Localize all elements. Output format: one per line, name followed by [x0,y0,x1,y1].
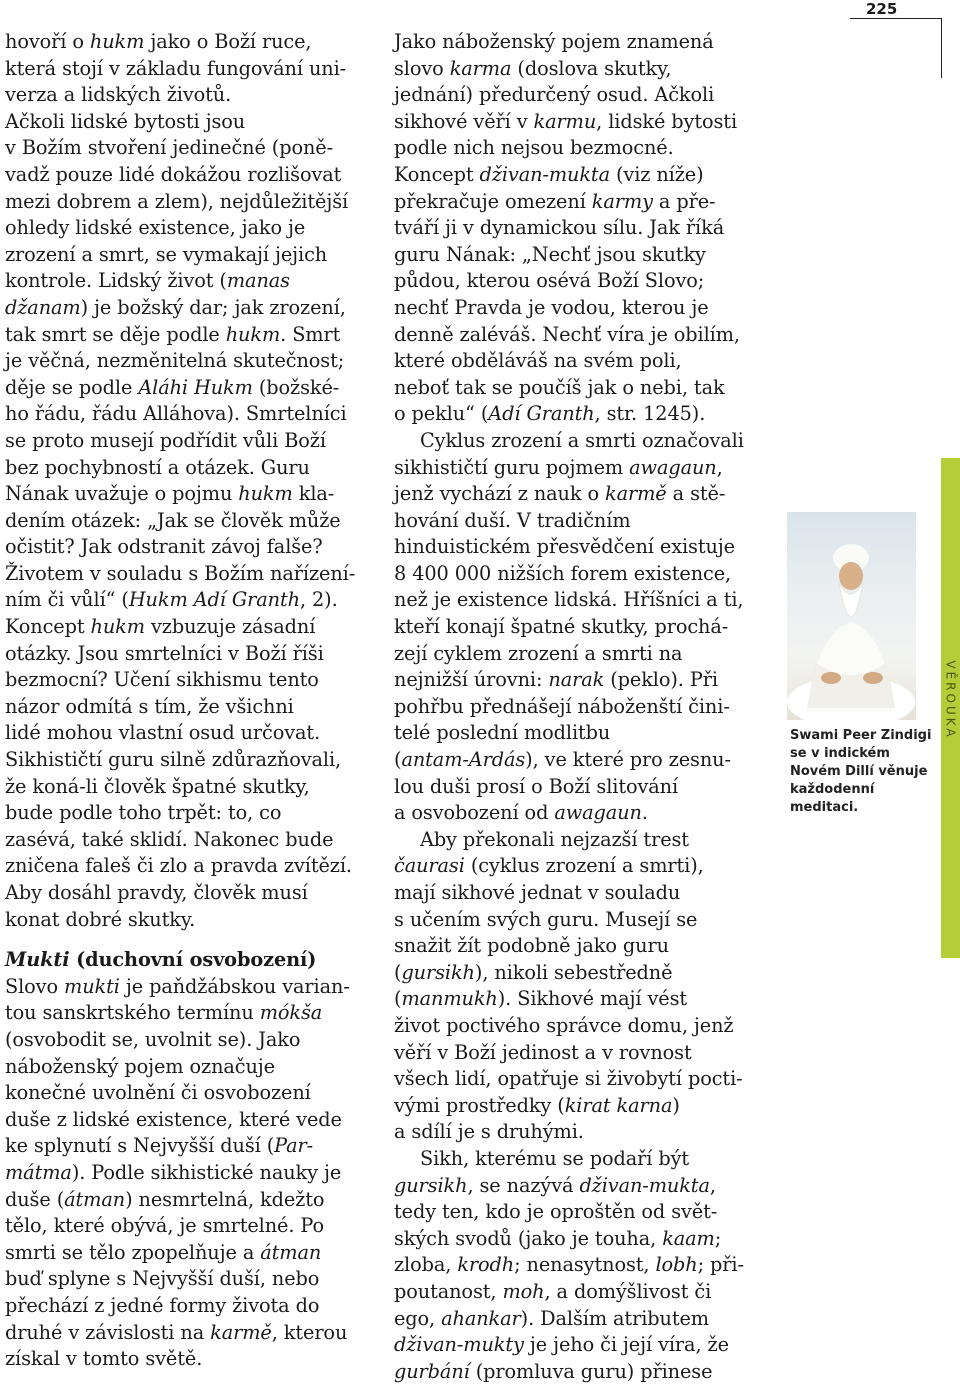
text-line [394,428,774,455]
text-run: ke splynutí s Nejvyšší duší ( [5,1134,275,1158]
italic-term: Adí Granth [488,402,595,426]
text-line [5,56,377,83]
italic-term: awagaun [554,801,642,825]
text-run: půdou, kterou osévá Boží Slovo; [394,269,705,293]
text-line [5,1320,377,1347]
text-run: , kterou [271,1320,348,1344]
text-run: Jako náboženský pojem znamená [394,30,714,53]
mukti-section [5,974,377,1373]
text-run: hování duší. V tradičním [394,508,631,532]
italic-term: dživan-mukty [394,1333,524,1357]
text-line [394,322,774,349]
text-line [5,587,377,614]
text-line [394,242,774,269]
text-line [5,1160,377,1187]
text-run: (duchovní osvobození) [69,948,317,972]
caption-line: každodenní [790,782,875,797]
text-line [394,800,774,827]
text-line [5,189,377,216]
italic-term: Aláhi Hukm [138,375,253,399]
italic-term: átman [260,1240,322,1264]
text-run: ( [394,987,402,1011]
text-run: Cyklus zrození a smrti označovali [420,428,744,452]
text-run: a stě- [666,482,726,506]
text-run: zničena faleš či zlo a pravda zvítězí. [5,854,352,878]
side-tab-label-wrap [941,640,960,760]
text-line [5,1213,377,1240]
text-run: věří v Boží jedinost a v rovnost [394,1040,692,1064]
text-run: . Smrt [280,322,341,346]
text-run: děje se podle [5,375,139,399]
text-run: ) [672,1093,680,1117]
text-line [394,1146,774,1173]
text-run: (viz níže) [609,162,704,186]
text-line [5,827,377,854]
text-run: jednání) předurčený osud. Ačkoli [394,83,715,107]
text-run: , str. 1245). [594,402,706,426]
text-run: podle nich nejsou bezmocné. [394,136,674,160]
text-run: ego, [394,1306,442,1330]
text-run: hinduistickém přesvědčení existuje [394,535,735,559]
text-line [5,694,377,721]
text-run: názor odmítá s tím, že všichni [5,694,294,718]
text-line [5,135,377,162]
italic-term: mókša [259,1001,323,1025]
text-line [5,375,377,402]
text-run: slovo [394,56,450,80]
text-run: ). Sikhové mají vést [497,987,688,1011]
text-run: a sdílí je s druhými. [394,1120,584,1144]
text-run: , se nazývá [467,1173,580,1197]
text-line [394,401,774,428]
text-run: verza a lidských životů. [5,83,232,107]
text-run: snažit žít podobně jako guru [394,934,669,958]
text-run: vadž pouze lidé dokážou rozlišovat [5,162,342,186]
text-line [5,295,377,322]
text-line [5,1266,377,1293]
caption-line: se v indickém [790,746,890,761]
text-line [5,907,377,934]
page-number: 225 [866,0,898,18]
text-run: kteří konají špatné skutky, prochá- [394,615,729,639]
text-line [394,747,774,774]
italic-term: karma [449,56,512,80]
text-run: ských svodů (jako je touha, [394,1226,663,1250]
text-line [394,534,774,561]
italic-term: kirat karna [564,1093,673,1117]
text-line [394,508,774,535]
text-run: bude podle toho trpět: to, co [5,801,282,825]
text-line [5,614,377,641]
text-line [5,322,377,349]
text-run: s učením svých guru. Musejí se [394,907,698,931]
text-line [394,986,774,1013]
text-run: , 2). [299,588,338,612]
text-run: kontrole. Lidský život ( [5,269,227,293]
meditating-figure-illustration [787,512,916,720]
text-line [394,295,774,322]
corner-rule-horizontal [850,18,942,19]
text-line [394,481,774,508]
text-run: zejí cyklem zrození a smrti na [394,641,683,665]
italic-term: lobh [655,1253,698,1277]
text-line [394,960,774,987]
caption-line: Novém Dillí věnuje [790,764,928,779]
italic-term: hukm [225,322,281,346]
text-run: ), nikoli sebestředně [474,960,673,984]
italic-term: hukm [90,615,145,639]
text-run: že koná-li člověk špatné skutky, [5,774,310,798]
text-line [5,1240,377,1267]
side-tab-label: VĚROUKA [943,660,958,740]
text-line [5,974,377,1001]
text-line [394,1173,774,1200]
italic-term: hukm [89,30,145,53]
text-run: v Božím stvoření jedinečné (poně- [5,136,334,160]
text-line [394,268,774,295]
text-run: (osvobodit se, uvolnit se). Jako [5,1027,301,1051]
text-run: telé poslední modlitbu [394,721,611,745]
text-line [394,215,774,242]
italic-term: dživan-mukta [479,162,610,186]
text-run: , [716,455,723,479]
text-line [5,1346,377,1373]
text-run: náboženský pojem označuje [5,1054,275,1078]
italic-term: mukti [64,974,120,998]
text-run: guru Nának: „Nechť jsou skutky [394,242,706,266]
text-line [394,1199,774,1226]
text-run: poutanost, [394,1279,503,1303]
text-run: jenž vychází z nauk o [394,482,606,506]
text-run: pohřbu přednášejí náboženští čini- [394,694,730,718]
text-run: ) je božský dar; jak zrození, [80,295,346,319]
text-run: Koncept [5,615,91,639]
text-line [5,348,377,375]
italic-term: gursikh [401,960,475,984]
text-run: je věčná, nezměnitelná skutečnost; [5,349,345,373]
text-run: , a domýšlivost či [544,1279,712,1303]
text-run: nejnižší úrovni: [394,668,549,692]
text-line [5,215,377,242]
text-line [394,1040,774,1067]
section-gap [5,933,377,947]
text-run: buď splyne s Nejvyšší duší, nebo [5,1267,320,1291]
text-line [394,1359,774,1386]
text-line [5,1080,377,1107]
italic-term: hukm [238,482,293,506]
text-line [5,508,377,535]
text-line [5,667,377,694]
text-run: kla- [292,482,335,506]
text-line [5,880,377,907]
text-run: které obděláváš na svém poli, [394,349,682,373]
text-line [394,720,774,747]
italic-term: Mukti [5,948,70,972]
photo-caption [790,727,932,817]
text-line [5,720,377,747]
text-run: duše z lidské existence, které vede [5,1107,342,1131]
text-line [394,1013,774,1040]
text-run: všech lidí, opatřuje si živobytí pocti- [394,1067,743,1091]
text-run: překračuje omezení [394,189,592,213]
text-line [5,242,377,269]
text-run: dením otázek: „Jak se člověk může [5,508,341,532]
text-line [5,481,377,508]
text-line [394,162,774,189]
text-line [394,29,774,56]
text-line [394,694,774,721]
text-run: (promluva guru) přinese [469,1359,713,1383]
text-line [394,375,774,402]
italic-term: moh [502,1279,545,1303]
text-line [394,1093,774,1120]
text-run: hovoří o [5,30,90,53]
italic-term: gursikh [394,1173,468,1197]
text-line [5,1054,377,1081]
caption-line: meditaci. [790,800,859,815]
text-line [394,82,774,109]
text-run: lou duši prosí o Boží slitování [394,774,679,798]
text-run: zrození a smrt, se vymakají jejich [5,242,328,266]
italic-term: krodh [457,1253,515,1277]
text-line [394,56,774,83]
text-run: než je existence lidská. Hříšníci a ti, [394,588,744,612]
text-line [5,109,377,136]
hukm-section [5,29,377,933]
italic-term: gurbání [394,1359,470,1383]
text-column-left [5,29,377,1373]
text-run: neboť tak se poučíš jak o nebi, tak [394,375,725,399]
text-run: Koncept [394,162,480,186]
text-run: sikhové věří v [394,109,534,133]
text-line [5,1027,377,1054]
text-run: konat dobré skutky. [5,907,196,931]
text-line [5,853,377,880]
corner-rule-vertical [941,18,942,78]
text-run: ohledy lidské existence, jako je [5,216,306,240]
text-run: Nának uvažuje o pojmu [5,482,239,506]
text-run: (božské- [252,375,340,399]
text-line [394,907,774,934]
text-run: druhé v závislosti na [5,1320,211,1344]
text-line [394,1332,774,1359]
text-line [5,268,377,295]
text-line [5,162,377,189]
text-run: . [641,801,648,825]
text-line [394,455,774,482]
text-run: jako o Boží ruce, [144,30,312,53]
text-line [394,641,774,668]
text-run: duše ( [5,1187,65,1211]
text-line [5,800,377,827]
italic-term: dživan-mukta [579,1173,710,1197]
text-run: zasévá, také sklidí. Nakonec bude [5,827,334,851]
text-run: ). Podle sikhistické nauky je [71,1160,342,1184]
italic-term: átman [64,1187,126,1211]
text-line [394,1306,774,1333]
text-run: získal v tomto světě. [5,1347,203,1371]
text-line [5,561,377,588]
text-run: ním či vůlí“ ( [5,588,129,612]
text-run: ho řádu, řádu Alláhova). Smrtelníci [5,402,347,426]
text-line [394,853,774,880]
text-line [394,109,774,136]
text-line [394,1252,774,1279]
text-run: vými prostředky ( [394,1093,565,1117]
text-run: vzbuzuje zásadní [144,615,316,639]
italic-term: karmě [210,1320,272,1344]
text-run: ) nesmrtelná, kdežto [125,1187,325,1211]
mukti-heading [5,947,377,974]
text-line [394,348,774,375]
text-line [5,401,377,428]
text-line [394,561,774,588]
italic-term: awagaun [629,455,717,479]
text-line [5,455,377,482]
text-line [5,747,377,774]
text-run: tedy ten, kdo je oproštěn od svět- [394,1200,718,1224]
text-line [394,1066,774,1093]
text-run: (doslova skutky, [511,56,672,80]
text-run: Slovo [5,974,65,998]
photo-swami [787,512,916,720]
text-run: o peklu“ ( [394,402,489,426]
italic-term: karmy [591,189,653,213]
text-run: 8 400 000 nižších forem existence, [394,561,732,585]
text-run: (peklo). Při [604,668,718,692]
italic-term: džanam [5,295,81,319]
italic-term: Par- [274,1134,314,1158]
italic-term: karmu [533,109,597,133]
text-line [394,1226,774,1253]
text-run: ( [394,748,402,772]
text-run: Životem v souladu s Božím nařízení- [5,561,356,585]
text-run: tou sanskrtského termínu [5,1001,260,1025]
text-run: sikhističtí guru pojmem [394,455,630,479]
text-run: ; [714,1226,722,1250]
text-line [394,1119,774,1146]
text-run: ; při- [697,1253,744,1277]
text-line [5,774,377,801]
italic-term: kaam [662,1226,715,1250]
text-run: , [709,1173,716,1197]
text-line [5,82,377,109]
text-run: konečné uvolnění či osvobození [5,1081,311,1105]
text-line [5,29,377,56]
text-line [394,135,774,162]
text-run: denně zaléváš. Nechť víra je obilím, [394,322,740,346]
italic-term: karmě [605,482,667,506]
italic-term: manas [226,269,290,293]
text-line [5,641,377,668]
text-run: ( [394,960,402,984]
text-line [5,428,377,455]
text-run: bezmocní? Učení sikhismu tento [5,668,319,692]
text-run: tváří ji v dynamickou sílu. Jak říká [394,216,725,240]
text-run: život poctivého správce domu, jenž [394,1013,734,1037]
text-run: mezi dobrem a zlem), nejdůležitější [5,189,349,213]
text-run: (cyklus zrození a smrti), [464,854,704,878]
text-run: smrti se tělo zpopelňuje a [5,1240,261,1264]
italic-term: mátma [5,1160,72,1184]
caption-line: Swami Peer Zindigi [790,728,932,743]
text-line [394,587,774,614]
text-line [5,1293,377,1320]
text-run: která stojí v základu fungování uni- [5,56,347,80]
text-run: Ačkoli lidské bytosti jsou [5,109,246,133]
text-run: tělo, které obývá, je smrtelné. Po [5,1214,325,1238]
text-run: Aby překonali nejzazší trest [420,827,689,851]
text-run: je jeho či její víra, že [523,1333,729,1357]
text-line [394,667,774,694]
text-run: a osvobození od [394,801,555,825]
text-run: je paňdžábskou varian- [119,974,350,998]
text-line [5,1107,377,1134]
text-run: tak smrt se děje podle [5,322,226,346]
text-run: přechází z jedné formy života do [5,1293,320,1317]
italic-term: manmukh [401,987,498,1011]
italic-term: Hukm Adí Granth [128,588,300,612]
text-column-right [394,29,774,1385]
text-run: a pře- [652,189,716,213]
text-run: Aby dosáhl pravdy, člověk musí [5,881,308,904]
text-line [5,1000,377,1027]
text-run: bez pochybností a otázek. Guru [5,455,310,479]
text-line [5,534,377,561]
text-run: zloba, [394,1253,458,1277]
text-run: Sikh, kterému se podaří být [420,1146,690,1170]
text-run: , lidské bytosti [596,109,738,133]
text-line [5,1187,377,1214]
text-run: otázky. Jsou smrtelníci v Boží říši [5,641,324,665]
text-line [5,1133,377,1160]
text-run: ), ve které pro zesnu- [525,748,731,772]
text-run: ). Dalším atributem [520,1306,709,1330]
italic-term: antam-Ardás [401,748,526,772]
text-line [394,1279,774,1306]
text-line [394,827,774,854]
text-line [394,933,774,960]
text-run: se proto musejí podřídit vůli Boží [5,428,326,452]
text-run: ; nenasytnost, [514,1253,656,1277]
text-run: Sikhističtí guru silně zdůrazňovali, [5,748,342,772]
italic-term: ahankar [441,1306,521,1330]
text-line [394,774,774,801]
italic-term: čaurasi [394,854,465,878]
text-line [394,189,774,216]
italic-term: narak [548,668,605,692]
text-line [394,614,774,641]
text-line [394,880,774,907]
text-run: mají sikhové jednat v souladu [394,881,681,904]
text-run: nechť Pravda je vodou, kterou je [394,295,709,319]
text-run: očistit? Jak odstranit závoj falše? [5,535,323,559]
text-run: lidé mohou vlastní osud určovat. [5,721,321,745]
